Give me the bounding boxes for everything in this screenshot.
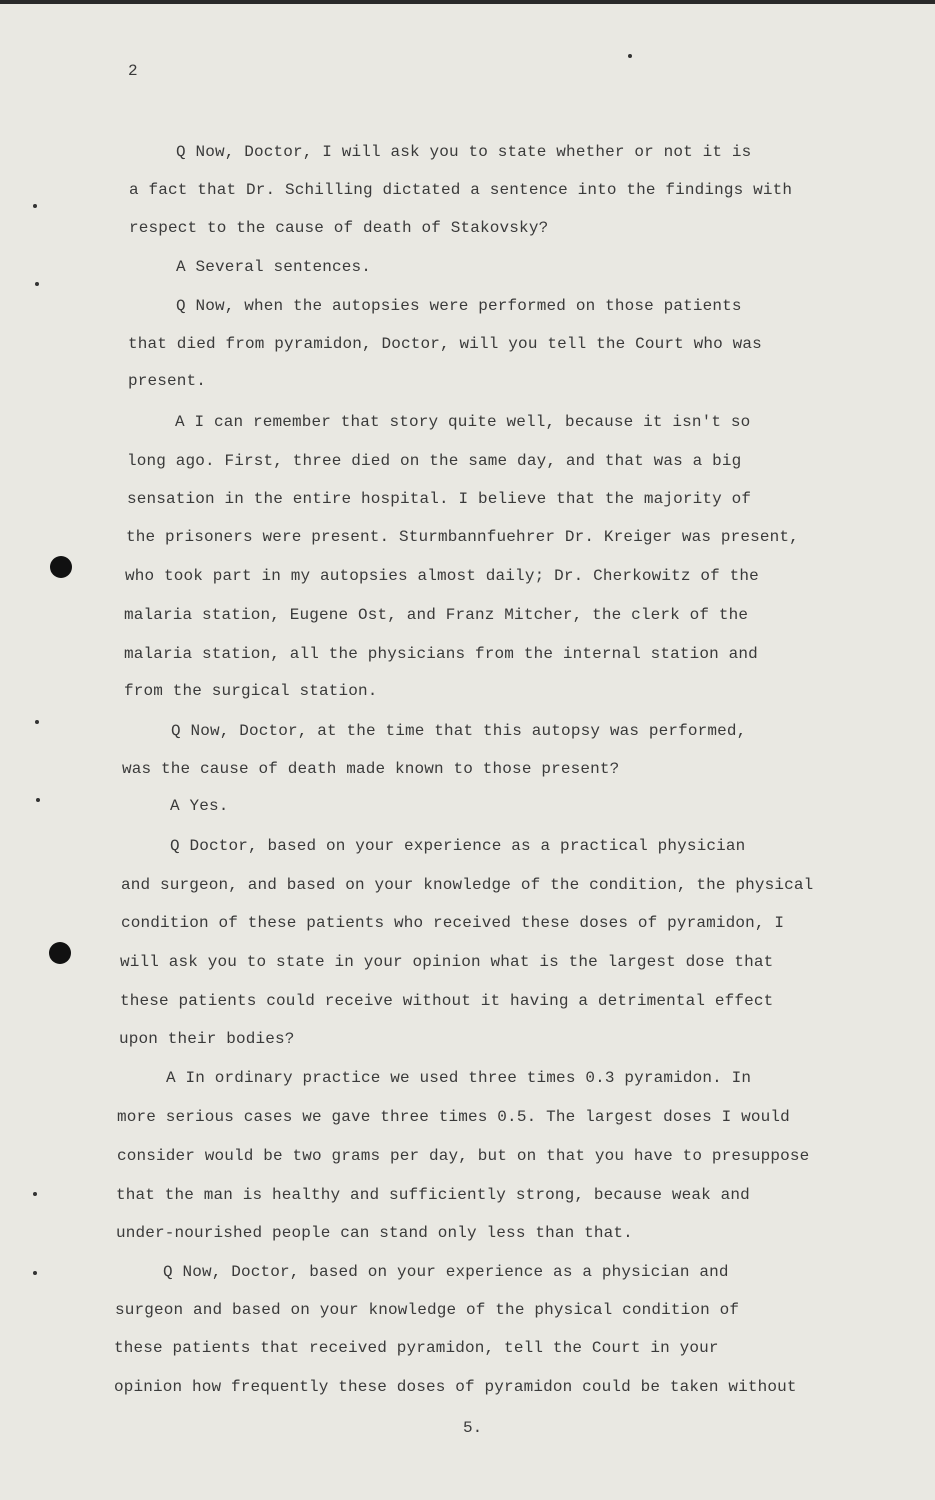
text-line: malaria station, all the physicians from the internal station and xyxy=(124,645,758,663)
text-line: and surgeon, and based on your knowledge of the condition, the physical xyxy=(121,876,814,894)
margin-speck xyxy=(33,204,37,208)
text-line: more serious cases we gave three times 0.5. The largest doses I would xyxy=(117,1108,790,1126)
footer-number: 5. xyxy=(463,1419,483,1437)
margin-speck xyxy=(35,720,39,724)
text-line: will ask you to state in your opinion what is the largest dose that xyxy=(120,953,774,971)
text-line: these patients could receive without it having a detrimental effect xyxy=(120,992,774,1010)
text-line: A I can remember that story quite well, because it isn't so xyxy=(175,413,751,431)
text-line: long ago. First, three died on the same day, and that was a big xyxy=(127,452,742,470)
text-line: Q Now, Doctor, at the time that this autopsy was performed, xyxy=(171,722,747,740)
page-number: 2 xyxy=(128,62,138,80)
text-line: respect to the cause of death of Stakovsky? xyxy=(129,219,549,237)
margin-speck xyxy=(36,798,40,802)
text-line: upon their bodies? xyxy=(119,1030,295,1048)
text-line: these patients that received pyramidon, tell the Court in your xyxy=(114,1339,719,1357)
margin-speck xyxy=(35,282,39,286)
text-line: Q Now, Doctor, based on your experience as a physician and xyxy=(163,1263,729,1281)
text-line: malaria station, Eugene Ost, and Franz Mitcher, the clerk of the xyxy=(124,606,749,624)
scan-top-border xyxy=(0,0,935,4)
text-line: Q Doctor, based on your experience as a practical physician xyxy=(170,837,746,855)
margin-speck xyxy=(628,54,632,58)
text-line: Q Now, when the autopsies were performed on those patients xyxy=(176,297,742,315)
text-line: a fact that Dr. Schilling dictated a sentence into the findings with xyxy=(129,181,793,199)
text-line: A Yes. xyxy=(170,797,229,815)
text-line: A In ordinary practice we used three times 0.3 pyramidon. In xyxy=(166,1069,752,1087)
text-line: who took part in my autopsies almost daily; Dr. Cherkowitz of the xyxy=(125,567,759,585)
text-line: under-nourished people can stand only less than that. xyxy=(116,1224,633,1242)
text-line: consider would be two grams per day, but on that you have to presuppose xyxy=(117,1147,810,1165)
text-line: A Several sentences. xyxy=(176,258,372,276)
text-line: condition of these patients who received these doses of pyramidon, I xyxy=(121,914,785,932)
punch-hole xyxy=(49,942,71,964)
text-line: was the cause of death made known to those present? xyxy=(122,760,620,778)
text-line: Q Now, Doctor, I will ask you to state whether or not it is xyxy=(176,143,752,161)
text-line: opinion how frequently these doses of pyramidon could be taken without xyxy=(114,1378,797,1396)
text-line: that died from pyramidon, Doctor, will you tell the Court who was xyxy=(128,335,762,353)
punch-hole xyxy=(50,556,72,578)
margin-speck xyxy=(33,1192,37,1196)
text-line: that the man is healthy and sufficiently strong, because weak and xyxy=(116,1186,750,1204)
text-line: surgeon and based on your knowledge of the physical condition of xyxy=(115,1301,740,1319)
text-line: sensation in the entire hospital. I believe that the majority of xyxy=(127,490,752,508)
text-line: present. xyxy=(128,372,207,390)
text-line: the prisoners were present. Sturmbannfuehrer Dr. Kreiger was present, xyxy=(126,528,799,546)
text-line: from the surgical station. xyxy=(124,682,378,700)
margin-speck xyxy=(33,1271,37,1275)
